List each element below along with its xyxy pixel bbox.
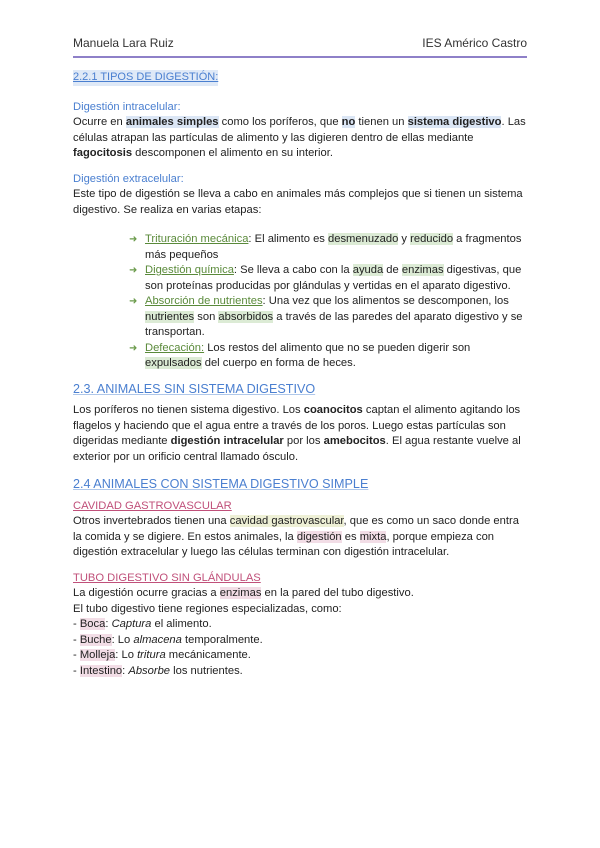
page-header — [73, 36, 527, 56]
list-item: - Molleja: Lo tritura mecánicamente. — [73, 649, 251, 661]
tubo-title: TUBO DIGESTIVO SIN GLÁNDULAS — [73, 571, 261, 584]
cavidad-title: CAVIDAD GASTROVASCULAR — [73, 499, 232, 512]
document-body — [73, 70, 529, 679]
list-item: - Intestino: Absorbe los nutrientes. — [73, 664, 243, 677]
list-item: ➜ Absorción de nutrientes: Una vez que los alimentos se descomponen, los nutrientes son absorbidos a través de las paredes del aparato digestivo y se transportan. — [129, 295, 523, 338]
section-title-23: 2.3. ANIMALES SIN SISTEMA DIGESTIVO — [73, 381, 316, 396]
list-item: ➜ Defecación: Los restos del alimento que no se pueden digerir son expulsados del cuerpo en forma de heces. — [129, 341, 471, 369]
tubo-line-2: El tubo digestivo tiene regiones especializadas, como: — [73, 602, 342, 615]
list-item: - Boca: Captura el alimento. — [73, 618, 212, 630]
list-item: ➜ Trituración mecánica: El alimento es desmenuzado y reducido a fragmentos más pequeños — [129, 233, 522, 261]
arrow-icon: ➜ — [129, 265, 138, 276]
cavidad-paragraph: Otros invertebrados tienen una cavidad gastrovascular, que es como un saco donde entra la comida y se digiere. En estos animales, la digestión es mixta, porque empieza con digestión extracelular y luego las células terminan con digestión intracelular. — [73, 515, 519, 558]
school-name: IES Américo Castro — [422, 36, 527, 50]
regions-list — [73, 617, 529, 679]
arrow-icon: ➜ — [129, 342, 138, 354]
section-title-24: 2.4 ANIMALES CON SISTEMA DIGESTIVO SIMPLE — [73, 477, 369, 491]
arrow-icon: ➜ — [129, 296, 138, 307]
intracelular-label: Digestión intracelular: — [73, 100, 181, 113]
author-name: Manuela Lara Ruiz — [73, 36, 174, 50]
list-item: - Buche: Lo almacena temporalmente. — [73, 633, 263, 646]
section-23-paragraph: Los poríferos no tienen sistema digestivo. Los coanocitos captan el alimento agitando los flagelos y haciendo que el agua entre a través de los poros. Luego estas partículas son digeridas mediante digestión intracelular por los amebocitos. El agua restante vuelve al exterior por un orificio central llamado ósculo. — [73, 404, 521, 463]
arrow-icon: ➜ — [129, 234, 138, 245]
intracelular-paragraph: Ocurre en animales simples como los poríferos, que no tienen un sistema digestivo. Las células atrapan las partículas de alimento y las digieren dentro de ellas mediante fagocitosis descomponen el alimento en su interior. — [73, 116, 526, 159]
extracelular-label: Digestión extracelular: — [73, 172, 184, 185]
header-divider — [73, 56, 527, 58]
list-item: ➜ Digestión química: Se lleva a cabo con la ayuda de enzimas digestivas, que son proteínas producidas por glándulas y vertidas en el aparato digestivo. — [129, 264, 522, 292]
tubo-line-1: La digestión ocurre gracias a enzimas en la pared del tubo digestivo. — [73, 587, 414, 599]
section-title-221: 2.2.1 TIPOS DE DIGESTIÓN: — [73, 70, 218, 86]
stages-list — [73, 232, 529, 372]
extracelular-paragraph: Este tipo de digestión se lleva a cabo en animales más complejos que si tienen un sistema digestivo. Se realiza en varias etapas: — [73, 188, 523, 216]
